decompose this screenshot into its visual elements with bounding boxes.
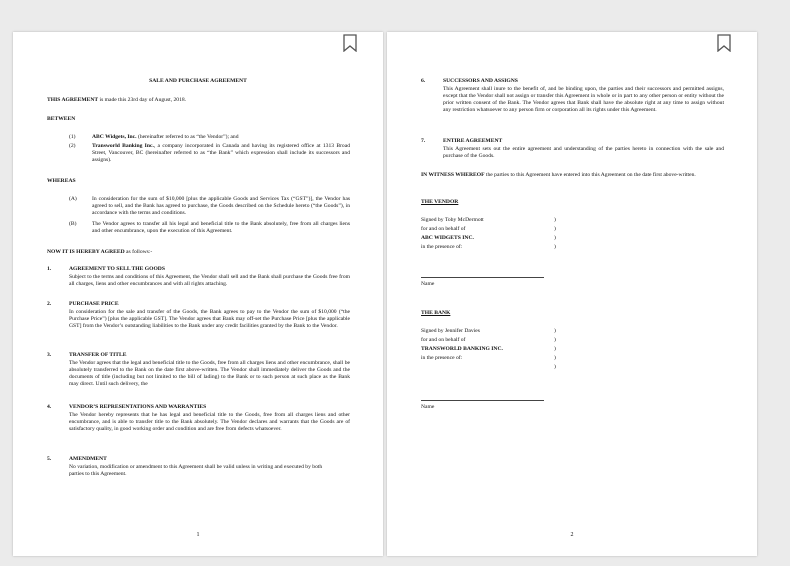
party-1-number: (1) [69, 134, 76, 140]
bank-signature-line [421, 400, 544, 401]
bracket: ) [554, 226, 556, 232]
section-4-heading: VENDOR’S REPRESENTATIONS AND WARRANTIES [69, 404, 207, 410]
agreement-title: SALE AND PURCHASE AGREEMENT [149, 78, 247, 84]
section-2-number: 2. [47, 301, 52, 307]
bracket: ) [554, 328, 556, 334]
party-2-number: (2) [69, 143, 76, 149]
vendor-signed-by: Signed by Toby McDermott [421, 217, 484, 223]
bracket: ) [554, 355, 556, 361]
agreed-line: NOW IT IS HEREBY AGREED as follows:- [47, 249, 153, 255]
section-7-text: This Agreement sets out the entire agreement and understanding of the parties hereto in connection with the sale and purchase of the Goods. [443, 146, 724, 159]
intro-line: THIS AGREEMENT is made this 23rd day of August, 2018. [47, 97, 187, 103]
bracket: ) [554, 235, 556, 241]
vendor-company: ABC WIDGETS INC. [421, 235, 474, 241]
bookmark-icon[interactable] [343, 34, 357, 52]
bank-heading: THE BANK [421, 310, 451, 316]
section-4-number: 4. [47, 404, 52, 410]
vendor-signature-line [421, 277, 544, 278]
bank-signed-by: Signed by Jennifer Davies [421, 328, 480, 334]
vendor-on-behalf: for and on behalf of [421, 226, 466, 232]
document-page-1 [13, 32, 383, 556]
section-5-heading: AMENDMENT [69, 456, 107, 462]
between-heading: BETWEEN [47, 116, 76, 122]
section-1-number: 1. [47, 266, 52, 272]
section-2-heading: PURCHASE PRICE [69, 301, 119, 307]
page-number: 1 [196, 532, 200, 538]
section-1-text: Subject to the terms and conditions of this Agreement, the Vendor shall sell and the Bank shall purchase the Goods free from all charges, liens and other encumbrances and with all rights attaching. [69, 274, 350, 287]
vendor-heading: THE VENDOR [421, 199, 459, 205]
bookmark-icon[interactable] [717, 34, 731, 52]
bracket: ) [554, 244, 556, 250]
bank-name-label: Name [421, 404, 435, 410]
section-6-heading: SUCCESSORS AND ASSIGNS [443, 78, 518, 84]
bracket: ) [554, 337, 556, 343]
section-3-number: 3. [47, 352, 52, 358]
vendor-name-label: Name [421, 281, 435, 287]
bank-on-behalf: for and on behalf of [421, 337, 466, 343]
party-2-text: Transworld Banking Inc., a company incorporated in Canada and having its registered office at 1313 Broad Street, Vancouver, BC (hereinafter referred to as “the Bank” which expression shall include its successors and assigns). [92, 143, 351, 163]
recital-a-text: In consideration for the sum of $10,000 [plus the applicable Goods and Services Tax (“GST”)], the Vendor has agreed to sell, and the Bank has agreed to purchase, the Goods described on the Schedule hereto (“the Goods”), in accordance with the terms and conditions. [92, 196, 350, 216]
section-7-heading: ENTIRE AGREEMENT [443, 138, 503, 144]
recital-a-number: (A) [69, 196, 77, 202]
document-page-2 [387, 32, 757, 556]
bank-company: TRANSWORLD BANKING INC. [421, 346, 503, 352]
section-6-number: 6. [421, 78, 426, 84]
section-5-text: No variation, modification or amendment to this Agreement shall be valid unless in writing and executed by both parties to this Agreement. [69, 464, 323, 477]
bank-presence: in the presence of: [421, 355, 463, 361]
section-7-number: 7. [421, 138, 426, 144]
bracket: ) [554, 364, 556, 370]
bracket: ) [554, 217, 556, 223]
party-1-text: ABC Widgets, Inc. (hereinafter referred to as “the Vendor”); and [92, 134, 239, 140]
bracket: ) [554, 346, 556, 352]
section-3-heading: TRANSFER OF TITLE [69, 352, 127, 358]
page-number: 2 [570, 532, 574, 538]
recital-b-number: (B) [69, 221, 77, 227]
witness-clause: IN WITNESS WHEREOF the parties to this Agreement have entered into this Agreement on the date first above-written. [421, 172, 696, 178]
section-6-text: This Agreement shall inure to the benefit of, and be binding upon, the parties and their successors and permitted assigns, except that the Vendor shall not assign or transfer this Agreement in whole or in part to any other person or entity without the prior written consent of the Bank. The Vendor agrees that Bank shall have the absolute right at any time to assign without any restriction whatsoever to any person firm or corporation all its rights under this Agreement. [443, 86, 724, 113]
section-5-number: 5. [47, 456, 52, 462]
recital-b-text: The Vendor agrees to transfer all his legal and beneficial title to the Bank absolutely, free from all charges liens and other encumbrance, upon the execution of this Agreement. [92, 221, 350, 234]
section-3-text: The Vendor agrees that the legal and beneficial title to the Goods, free from all charges liens and other encumbrance, shall be absolutely transferred to the Bank on the date first above-written. The Vendor shall immediately deliver the Goods and the documents of title (including but not limited to the bill of lading) to the Bank or to such person at such place as the Bank may direct. Until such delivery, the [69, 360, 350, 387]
section-1-heading: AGREEMENT TO SELL THE GOODS [69, 266, 165, 272]
section-4-text: The Vendor hereby represents that he has legal and beneficial title to the Goods, free from all charges liens and other encumbrance, and is able to transfer title to the Bank absolutely. The Vendor declares and warrants that the Goods are of satisfactory quality, in good working order and condition and are free from defects whatsoever. [69, 412, 350, 432]
vendor-presence: in the presence of: [421, 244, 463, 250]
whereas-heading: WHEREAS [47, 178, 76, 184]
section-2-text: In consideration for the sale and transfer of the Goods, the Bank agrees to pay to the Vendor the sum of $10,000 (“the Purchase Price”) [plus the applicable GST]. The Vendor agrees that Bank may off-set the Purchase Price [plus the applicable GST] from the Vendor’s outstanding liabilities to the Bank under any credit facilities granted by the Bank to the Vendor. [69, 309, 350, 329]
